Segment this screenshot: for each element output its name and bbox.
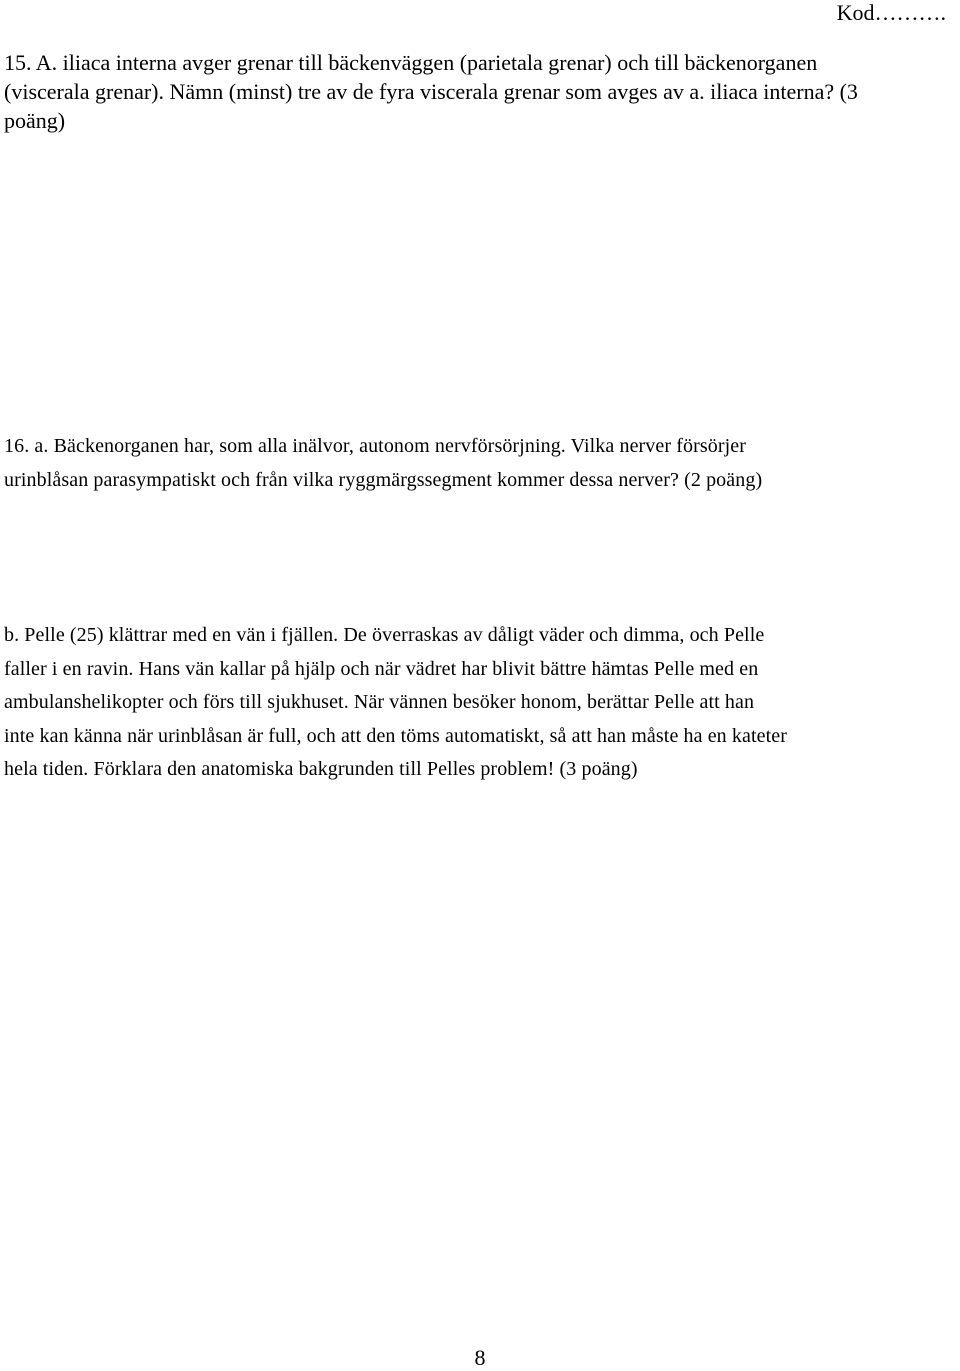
question-15-line: 15. A. iliaca interna avger grenar till bäckenväggen (parietala grenar) och till bäckenorganen <box>4 50 818 75</box>
question-16b-line: hela tiden. Förklara den anatomiska bakgrunden till Pelles problem! (3 poäng) <box>4 758 638 780</box>
question-16b-line: b. Pelle (25) klättrar med en vän i fjällen. De överraskas av dåligt väder och dimma, och Pelle <box>4 624 765 646</box>
page-number: 8 <box>474 1345 486 1370</box>
question-16b <box>4 619 958 787</box>
question-15-line: poäng) <box>4 108 66 133</box>
question-15-line: (viscerala grenar). Nämn (minst) tre av de fyra viscerala grenar som avges av a. iliaca interna? (3 <box>4 79 858 104</box>
question-16b-line: inte kan känna när urinblåsan är full, och att den töms automatiskt, så att han måste ha en kateter <box>4 724 787 747</box>
question-16b-line: ambulanshelikopter och förs till sjukhuset. När vännen besöker honom, berättar Pelle att han <box>4 691 755 713</box>
question-15 <box>4 48 944 135</box>
kod-field: Kod………. <box>836 0 946 25</box>
question-16a-line: 16. a. Bäckenorganen har, som alla inälvor, autonom nervförsörjning. Vilka nerver försörjer <box>4 435 746 457</box>
question-16a-line: urinblåsan parasympatiskt och från vilka ryggmärgssegment kommer dessa nerver? (2 poäng) <box>4 469 763 491</box>
question-16a <box>4 429 944 497</box>
question-16b-line: faller i en ravin. Hans vän kallar på hjälp och när vädret har blivit bättre hämtas Pelle med en <box>4 657 759 680</box>
